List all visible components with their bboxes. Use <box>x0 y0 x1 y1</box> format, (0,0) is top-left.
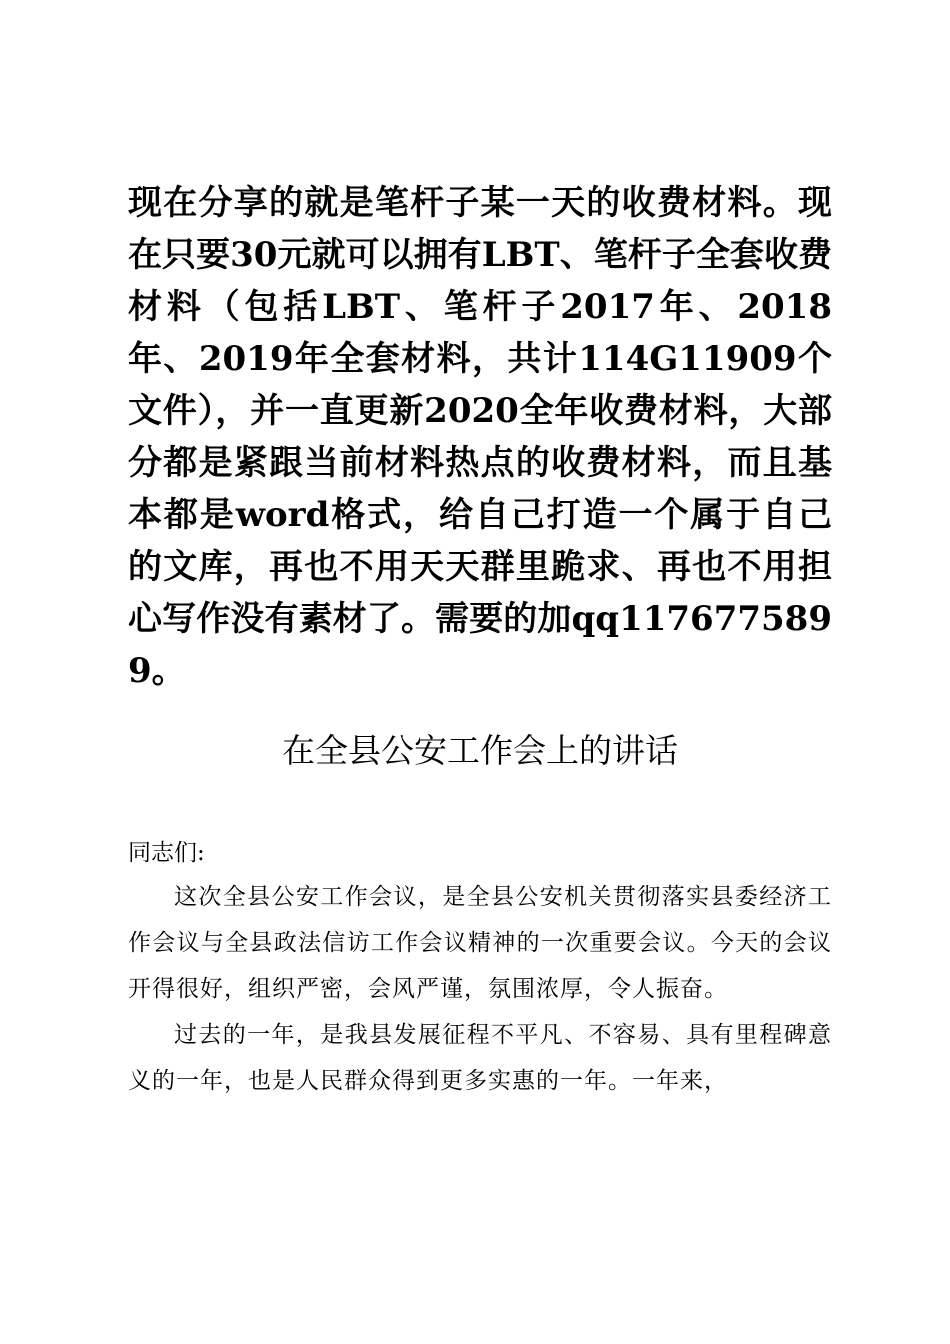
speech-body <box>128 832 832 1104</box>
salutation: 同志们: <box>128 840 205 866</box>
body-paragraph-2: 过去的一年，是我县发展征程不平凡、不容易、具有里程碑意义的一年，也是人民群众得到更多实惠的一年。一年来， <box>128 1022 832 1094</box>
promo-paragraph: 现在分享的就是笔杆子某一天的收费材料。现在只要30元就可以拥有LBT、笔杆子全套收费材料（包括LBT、笔杆子2017年、2018年、2019年全套材料，共计114G11909个文件），并一直更新2020全年收费材料，大部分都是紧跟当前材料热点的收费材料，而且基本都是word格式，给自己打造一个属于自己的文库，再也不用天天群里跪求、再也不用担心写作没有素材了。需要的加qq1176775899。 <box>128 183 832 691</box>
speech-title: 在全县公安工作会上的讲话 <box>282 731 678 770</box>
body-paragraph-1: 这次全县公安工作会议，是全县公安机关贯彻落实县委经济工作会议与全县政法信访工作会议精神的一次重要会议。今天的会议开得很好，组织严密，会风严谨，氛围浓厚，令人振奋。 <box>128 884 832 1002</box>
